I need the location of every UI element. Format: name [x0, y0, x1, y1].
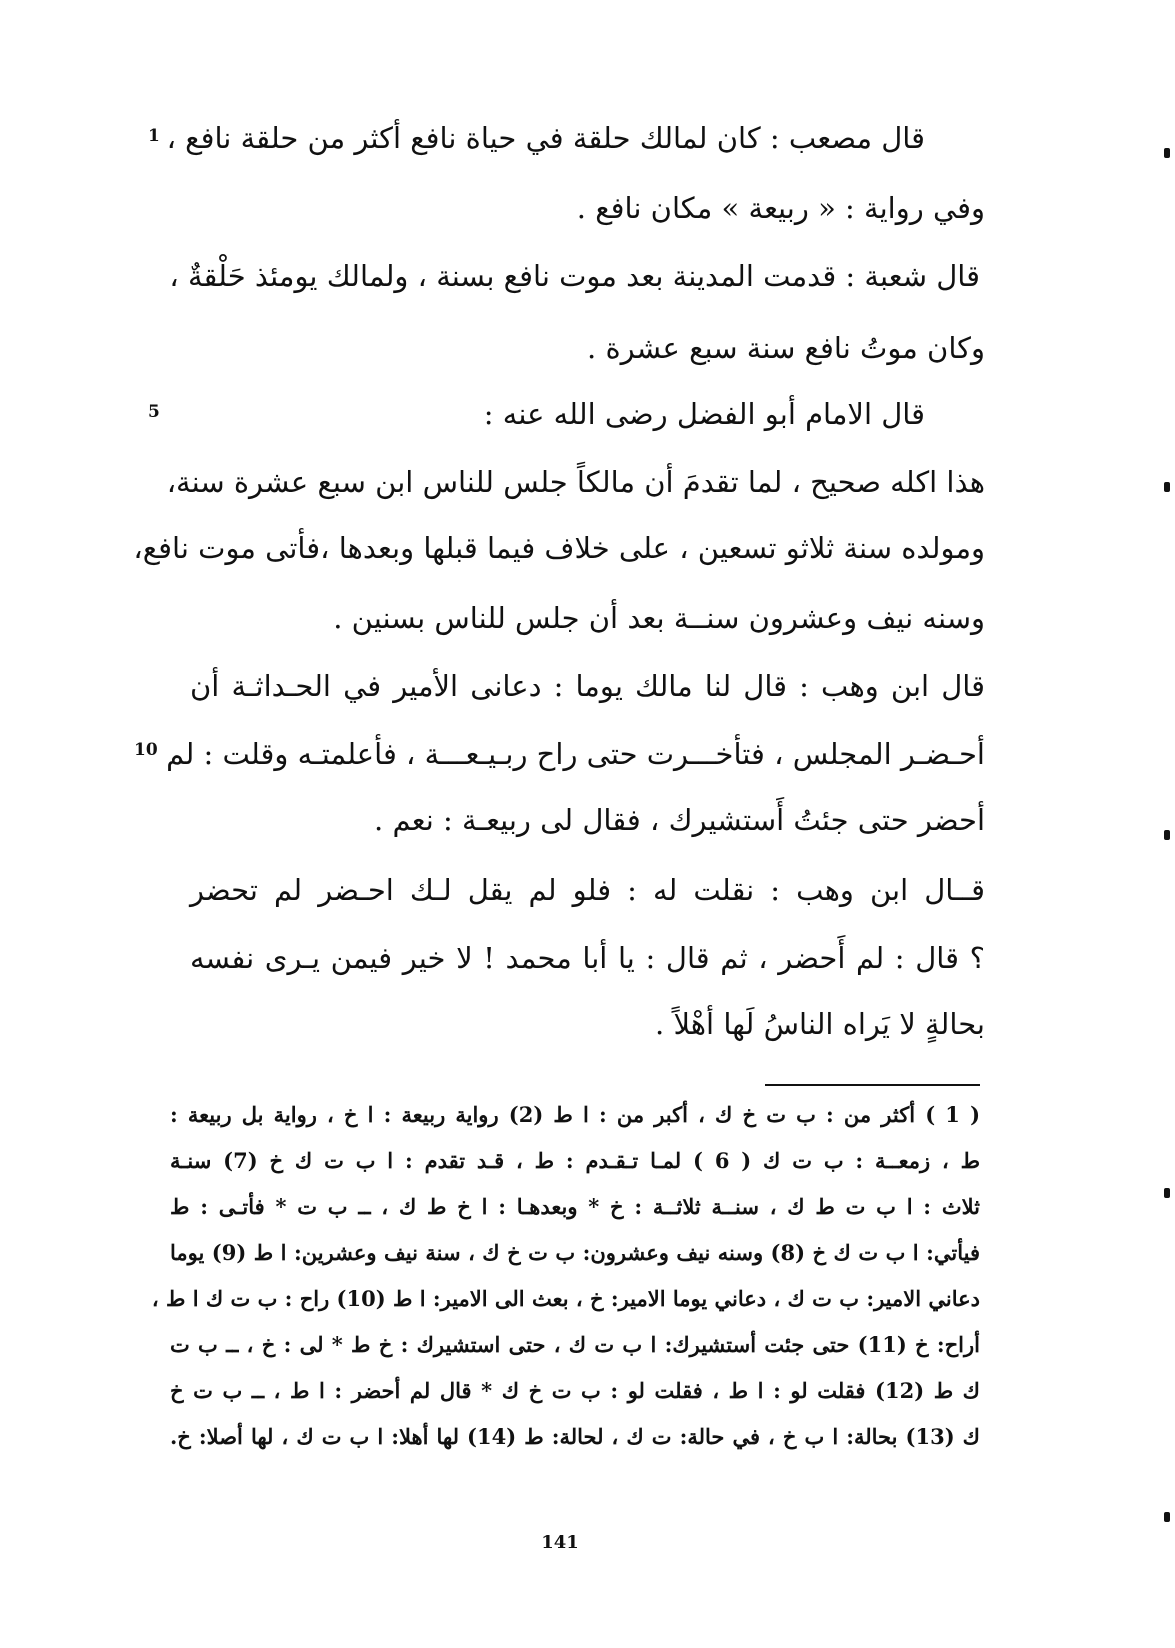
- footnote-line-6: أراح: خ (11) حتى جئت أستشيرك: ا ب ت ك ، حتى استشيرك : خ ط * لى : خ ، ــ ب ت: [170, 1332, 980, 1357]
- footnote-line-3: ثلاث : ا ب ت ط ك ، سنــة ثلاثــة : خ * وبعدهـا : ا خ ط ك ، ــ ب ت * فأتـى : ط: [170, 1194, 980, 1219]
- footnote-line-8: ك (13) بحالة: ا ب خ ، في حالة: ت ك ، لحالة: ط (14) لها أهلا: ا ب ت ك ، لها أصلا: خ.: [170, 1424, 980, 1449]
- body-line-1: قال مصعب : كان لمالك حلقة في حياة نافع أكثر من حلقة نافع ،: [166, 121, 925, 155]
- body-line-14: بحالةٍ لا يَراه الناسُ لَها أهْلاً .: [655, 1007, 985, 1041]
- line-number-10: 10: [134, 740, 158, 760]
- body-line-8: وسنه نيف وعشرون سنــة بعد أن جلس للناس بسنين .: [333, 601, 985, 635]
- footnote-line-7: ك ط (12) فقلت لو : ا ط ، فقلت لو : ب ت خ ك * قال لم أحضر : ا ط ، ــ ب ت خ: [170, 1378, 980, 1403]
- body-line-6: هذا اكله صحيح ، لما تقدمَ أن مالكاً جلس للناس ابن سبع عشرة سنة،: [166, 465, 985, 499]
- body-line-5: قال الامام أبو الفضل رضى الله عنه :: [483, 397, 925, 431]
- footnote-line-2: ط ، زمعــة : ب ت ك ( 6 ) لمـا تـقـدم : ط ، قـد تقدم : ا ب ت ك خ (7) سنـة: [170, 1148, 980, 1173]
- margin-mark: [1164, 1188, 1170, 1198]
- body-line-3: قال شعبة : قدمت المدينة بعد موت نافع بسنة ، ولمالك يومئذ حَلْقةٌ ،: [169, 259, 980, 293]
- body-line-9: قال ابن وهب : قال لنا مالك يوما : دعانى الأمير في الحـداثـة أن: [190, 669, 985, 703]
- margin-mark: [1164, 830, 1170, 840]
- body-line-10: أحـضـر المجلس ، فتأخـــرت حتى راح ربـيـعـــة ، فأعلمتـه وقلت : لم: [166, 737, 985, 771]
- margin-mark: [1164, 482, 1170, 492]
- page-number: 141: [541, 1532, 579, 1553]
- line-number-1: 1: [148, 126, 160, 146]
- line-number-5: 5: [148, 402, 160, 422]
- footnote-divider: [765, 1084, 980, 1086]
- footnote-line-1: ( 1 ) أكثر من : ب ت خ ك ، أكبر من : ا ط (2) رواية ربيعة : ا خ ، رواية بل ربيعة :: [170, 1102, 981, 1127]
- margin-mark: [1164, 1512, 1170, 1522]
- body-line-12: قــال ابن وهب : نقلت له : فلو لم يقل لـك احـضر لم تحضر: [190, 873, 985, 907]
- body-line-2: وفي رواية : « ربيعة » مكان نافع .: [576, 191, 985, 225]
- body-line-7: ومولده سنة ثلاثو تسعين ، على خلاف فيما قبلها وبعدها ،فأتى موت نافع،: [133, 531, 985, 565]
- body-line-11: أحضر حتى جئتُ أَستشيرك ، فقال لى ربيعـة : نعم .: [374, 803, 985, 837]
- margin-mark: [1164, 148, 1170, 158]
- body-line-13: ؟ قال : لم أَحضر ، ثم قال : يا أبا محمد ! لا خير فيمن يـرى نفسه: [190, 941, 985, 975]
- footnote-line-5: دعاني الامير: ب ت ك ، دعاني يوما الامير: خ ، بعث الى الامير: ا ط (10) راح : ب ت ك ا ط ،: [151, 1286, 980, 1311]
- footnote-line-4: فيأتي: ا ب ت ك خ (8) وسنه نيف وعشرون: ب ت خ ك ، سنة نيف وعشرين: ا ط (9) يوما: [170, 1240, 980, 1265]
- body-line-4: وكان موتُ نافع سنة سبع عشرة .: [587, 331, 985, 365]
